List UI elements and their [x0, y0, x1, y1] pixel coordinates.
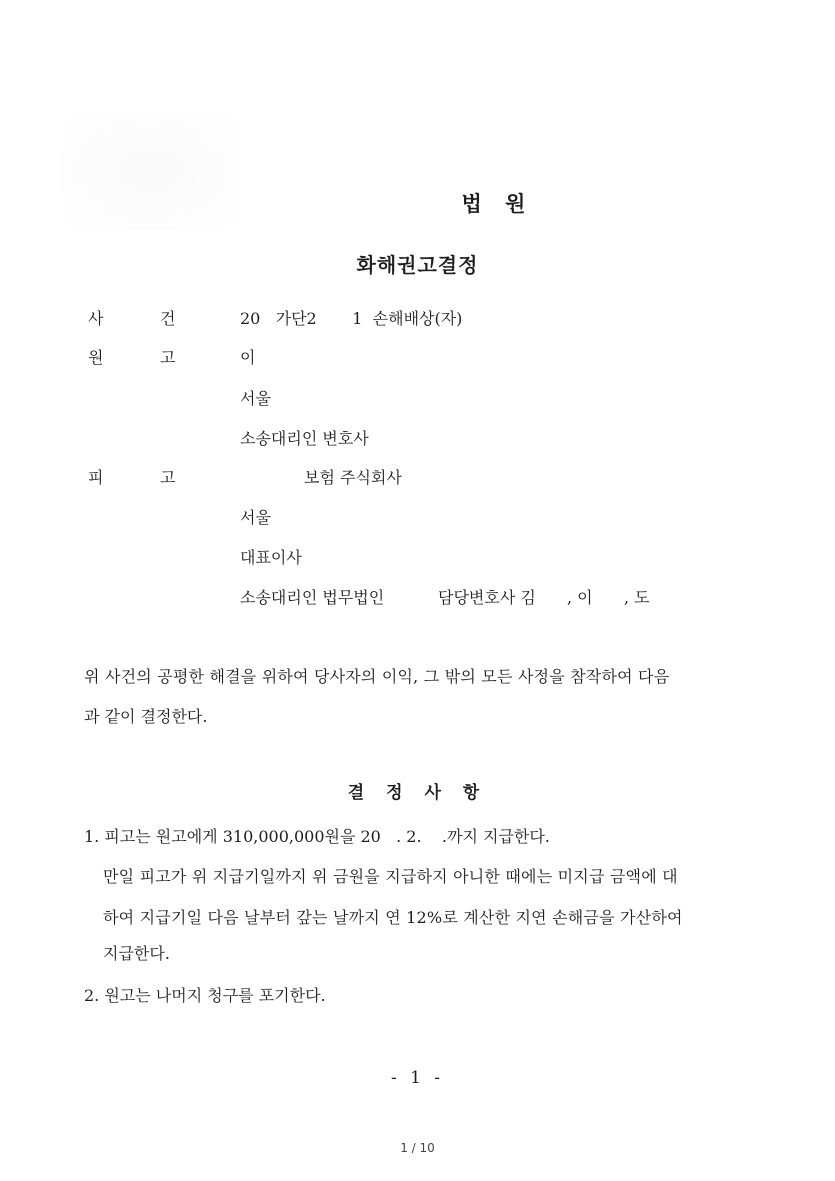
intro-line-1: 위 사건의 공평한 해결을 위하여 당사자의 이익, 그 밖의 모든 사정을 참작하여 다음	[84, 667, 670, 686]
item-1-line-2: 만일 피고가 위 지급기일까지 위 금원을 지급하지 아니한 때에는 미지급 금액에 대	[103, 867, 678, 886]
intro-line-2: 과 같이 결정한다.	[84, 707, 208, 726]
defendant-label-b: 고	[160, 468, 176, 487]
page-number: - 1 -	[390, 1068, 445, 1088]
defendant-attorney-2: , 이	[567, 588, 593, 607]
item-1-line-3: 하여 지급기일 다음 날부터 갚는 날까지 연 12%로 계산한 지연 손해금을 가산하여	[103, 908, 683, 927]
plaintiff-address: 서울	[240, 389, 271, 408]
defendant-representative: 대표이사	[240, 548, 302, 567]
defendant-label-a: 피	[88, 468, 104, 487]
item-1-line-4: 지급한다.	[103, 944, 170, 963]
plaintiff-label-b: 고	[160, 348, 176, 367]
defendant-law-firm: 소송대리인 법무법인	[240, 588, 385, 607]
case-label-b: 건	[160, 309, 176, 328]
plaintiff-attorney: 소송대리인 변호사	[240, 429, 369, 448]
footer-page-indicator: 1 / 10	[400, 1141, 435, 1155]
case-label-a: 사	[88, 309, 104, 328]
defendant-attorney-3: , 도	[624, 588, 650, 607]
court-name: 법 원	[461, 192, 534, 216]
defendant-name: 보험 주식회사	[304, 468, 402, 487]
document-title: 화해권고결정	[356, 253, 479, 277]
plaintiff-name: 이	[240, 348, 256, 367]
defendant-address: 서울	[240, 508, 271, 527]
case-number: 20 가단2 1 손해배상(자)	[240, 309, 463, 328]
defendant-attorney-1: 담당변호사 김	[438, 588, 536, 607]
plaintiff-label-a: 원	[88, 348, 104, 367]
section-title: 결 정 사 항	[347, 783, 488, 803]
item-1-line-1: 1. 피고는 원고에게 310,000,000원을 20 . 2. .까지 지급한다.	[84, 827, 550, 846]
item-2: 2. 원고는 나머지 청구를 포기한다.	[84, 986, 326, 1005]
